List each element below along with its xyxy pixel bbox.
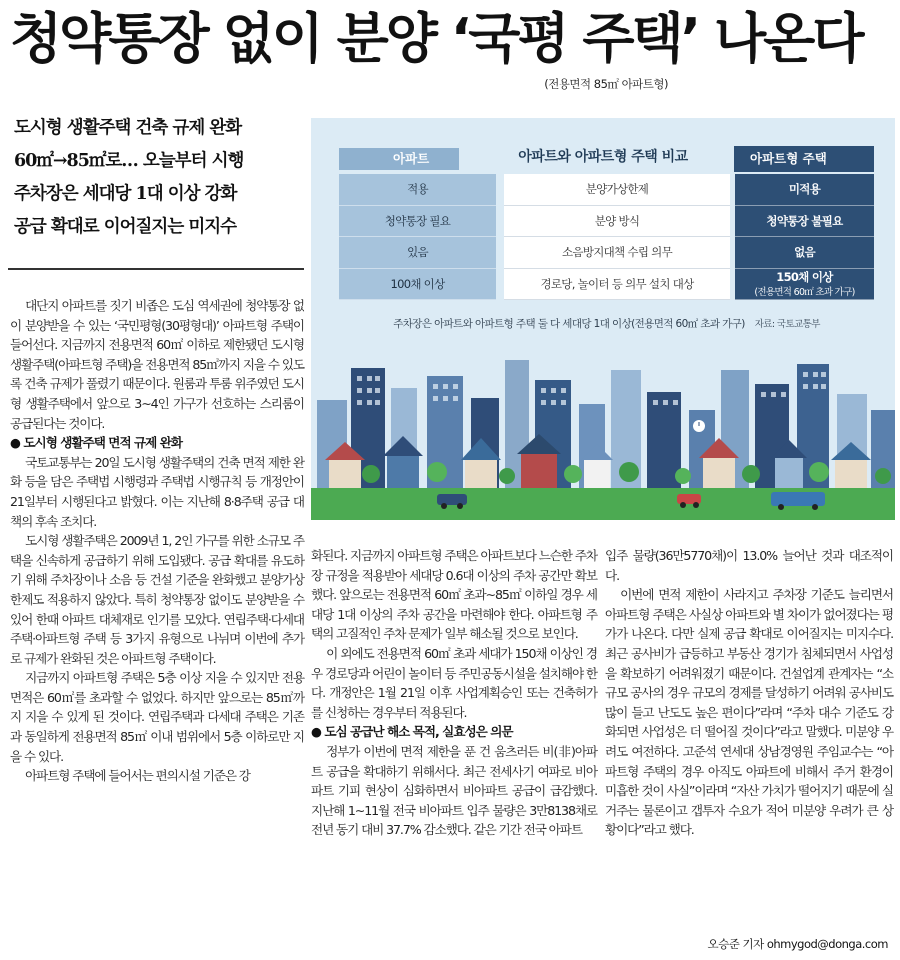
- subheadline: 주차장은 세대당 1대 이상 강화: [14, 184, 237, 204]
- apartment-header: 아파트: [339, 148, 459, 170]
- table-cell: 100채 이상: [339, 269, 496, 301]
- paragraph: 국토교통부는 20일 도시형 생활주택의 건축 면적 제한 완화 등을 담은 주택법 시행령과 주택법 시행규칙 등 개정안이 21일부터 시행된다고 밝혔다. 이는 지난해 8·8주택 공급 대책의 후속 조치다.: [10, 454, 304, 529]
- paragraph: 정부가 이번에 면적 제한을 푼 건 움츠러든 비(非)아파트 공급을 확대하기 위해서다. 최근 전세사기 여파로 비아파트 기피 현상이 심화하면서 비아파트 공급이 급감했다. 지난해 1∼11월 전국 비아파트 입주 물량은 3만8138채로 전년 동기 대비 37.7% 감소했다. 같은 기간 전국 아파트: [311, 743, 597, 838]
- table-cell: 미적용: [735, 174, 874, 206]
- paragraph: 입주 물량(36만5770채)이 13.0% 늘어난 것과 대조적이다.: [605, 548, 893, 583]
- table-cell: 적용: [339, 174, 496, 206]
- comparison-table: [339, 174, 874, 300]
- criteria-column: [504, 174, 730, 300]
- article-column-1: [10, 296, 304, 786]
- table-cell-sub: (전용면적 60㎡ 초과 가구): [754, 286, 855, 298]
- paragraph: 지금까지 아파트형 주택은 5층 이상 지을 수 있지만 전용면적은 60㎡를 초과할 수 없었다. 하지만 앞으로는 85㎡까지 지을 수 있게 된 것이다. 연립주택과 다세대 주택은 기존과 동일하게 전용면적 85㎡ 이내 범위에서 5층 이하로만 지을 수 있다.: [10, 670, 304, 764]
- comparison-infographic: [311, 118, 895, 520]
- table-cell: 분양 방식: [504, 206, 730, 238]
- city-illustration: [311, 340, 895, 520]
- byline: 오승준 기자 ohmygod@donga.com: [707, 937, 888, 951]
- article-column-3: [605, 546, 893, 840]
- apartment-column: [339, 174, 496, 300]
- divider: [8, 268, 304, 270]
- subheadline: 도시형 생활주택 건축 규제 완화: [14, 118, 242, 138]
- source-label: 자료: 국토교통부: [754, 319, 820, 330]
- paragraph: 이 외에도 전용면적 60㎡ 초과 세대가 150채 이상인 경우 경로당과 어린이 놀이터 등 주민공동시설을 설치해야 한다. 개정안은 1월 21일 이후 사업계획승인 또는 건축허가를 신청하는 경우부터 적용된다.: [311, 645, 597, 720]
- headline: 청약통장 없이 분양 ‘국평 주택’ 나온다: [10, 7, 862, 70]
- table-cell: 없음: [735, 237, 874, 269]
- subheadline: 60㎡→85㎡로… 오늘부터 시행: [14, 151, 244, 171]
- subheadline: 공급 확대로 이어질지는 미지수: [14, 217, 237, 237]
- table-cell: 있음: [339, 237, 496, 269]
- headline-note: (전용면적 85㎡ 아파트형): [544, 77, 668, 91]
- table-cell: 경로당, 놀이터 등 의무 설치 대상: [504, 269, 730, 301]
- table-cell: [735, 269, 874, 301]
- table-cell: 청약통장 필요: [339, 206, 496, 238]
- paragraph: 화된다. 지금까지 아파트형 주택은 아파트보다 느슨한 주차장 규정을 적용받아 세대당 0.6대 이상의 주차 공간만 확보했다. 앞으로는 전용면적 60㎡ 초과∼85㎡ 이하일 경우 세대당 1대 이상의 주차 공간을 마련해야 한다. 아파트형 주택의 고질적인 주차 문제가 일부 해소될 것으로 보인다.: [311, 548, 597, 642]
- parking-note-text: 주차장은 아파트와 아파트형 주택 둘 다 세대당 1대 이상(전용면적 60㎡ 초과 가구): [393, 318, 745, 330]
- infographic-title: 아파트와 아파트형 주택 비교: [518, 149, 688, 165]
- apartment-type-column: [735, 174, 874, 300]
- paragraph: 아파트형 주택에 들어서는 편의시설 기준은 강: [25, 768, 250, 784]
- table-cell: 소음방지대책 수립 의무: [504, 237, 730, 269]
- table-cell-main: 150채 이상: [776, 269, 833, 284]
- apartment-type-header: 아파트형 주택: [734, 146, 874, 172]
- article-column-2: [311, 546, 597, 840]
- section-heading: ● 도시형 생활주택 면적 규제 완화: [10, 435, 183, 451]
- paragraph: 도시형 생활주택은 2009년 1, 2인 가구를 위한 소규모 주택을 신속하게 공급하기 위해 도입됐다. 공급 확대를 유도하기 위해 주차장이나 소음 등 건설 기준을 완화했고 분양가상한제도 적용하지 않았다. 특히 청약통장 없이도 분양받을 수 있어 한때 아파트 대체재로 인기를 모았다. 연립주택·다세대주택·아파트형 주택 등 3가지 유형으로 나뉘며 이번에 추가로 규제가 완화된 것은 아파트형 주택이다.: [10, 533, 304, 666]
- paragraph: 대단지 아파트를 짓기 비좁은 도심 역세권에 청약통장 없이 분양받을 수 있는 ‘국민평형(30평형대)’ 아파트형 주택이 들어선다. 지금까지 전용면적 60㎡ 이하로 제한됐던 도시형 생활주택(아파트형 주택)을 전용면적 85㎡까지 지을 수 있도록 건축 규제가 풀렸기 때문이다. 원룸과 투룸 위주였던 도시형 생활주택에서 앞으로 3∼4인 가구가 선호하는 스리룸이 공급된다는 것이다.: [10, 298, 304, 431]
- subheadline-block: [14, 112, 306, 244]
- table-cell: 분양가상한제: [504, 174, 730, 206]
- paragraph: 이번에 면적 제한이 사라지고 주차장 기준도 늘리면서 아파트형 주택은 사실상 아파트와 별 차이가 없어졌다는 평가가 나온다. 다만 실제 공급 확대로 이어질지는 미지수다. 최근 공사비가 급등하고 부동산 경기가 침체되면서 사업성을 확보하기 어려워졌기 때문이다. 건설업계 관계자는 “소규모 공사의 경우 규모의 경제를 달성하기 어려워 공사비도 많이 들고 난도도 높은 편이다”라며 “주차 대수 기준도 강화되면 사업성은 더 떨어질 것이다”라고 말했다. 미분양 우려도 여전하다. 고준석 연세대 상남경영원 주임교수는 “아파트형 주택의 경우 아직도 아파트에 비해서 주거 환경이 미흡한 것이 사실”이라며 “자산 가치가 떨어지기 때문에 실거주는 물론이고 갭투자 수요가 적어 미분양 우려가 큰 상황이다”라고 했다.: [605, 587, 893, 838]
- section-heading: ● 도심 공급난 해소 목적, 실효성은 의문: [311, 724, 513, 740]
- parking-note: [339, 316, 874, 331]
- table-cell: 청약통장 불필요: [735, 206, 874, 238]
